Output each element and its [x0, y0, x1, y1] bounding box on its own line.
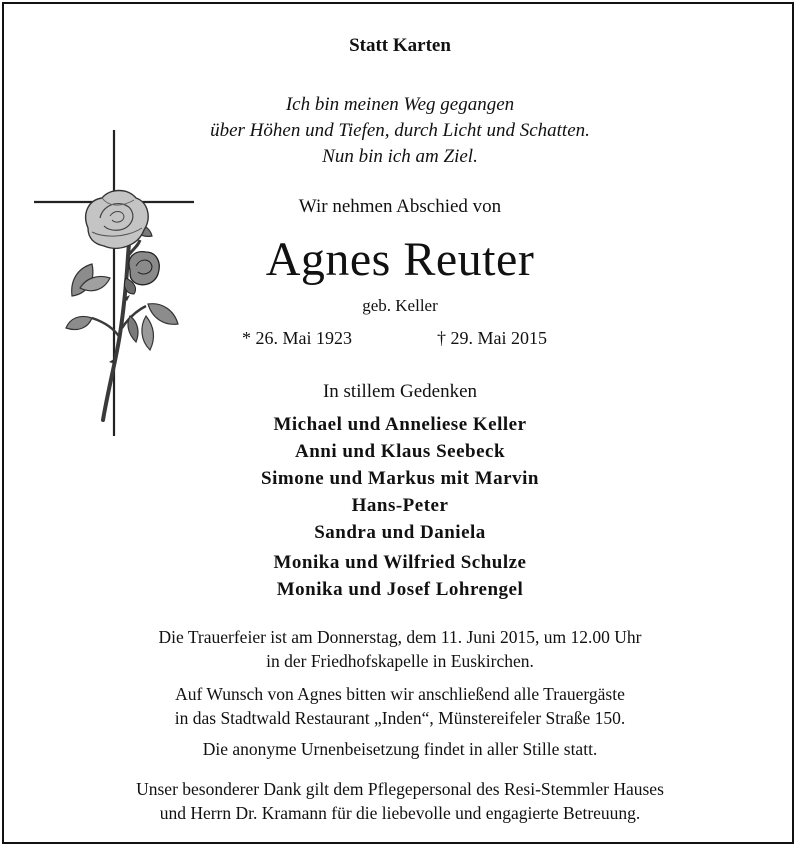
burial-info: Die anonyme Urnenbeisetzung findet in aller Stille statt. [202, 739, 598, 759]
info-line: Die Trauerfeier ist am Donnerstag, dem 11. Juni 2015, um 12.00 Uhr [158, 627, 642, 647]
farewell-intro: Wir nehmen Abschied von [298, 196, 502, 217]
reception-info [0, 682, 800, 730]
mourner-name: Anni und Klaus Seebeck [294, 441, 506, 462]
poem-line: Nun bin ich am Ziel. [322, 146, 478, 167]
ceremony-info [0, 625, 800, 673]
mourner-name: Monika und Josef Lohrengel [276, 579, 524, 600]
notice-heading: Statt Karten [349, 35, 451, 56]
mourner-list-secondary [0, 549, 800, 603]
thanks-line: und Herrn Dr. Kramann für die liebevolle und engagierte Betreuung. [159, 803, 641, 823]
mourner-name: Michael und Anneliese Keller [273, 414, 527, 435]
mourner-name: Simone und Markus mit Marvin [261, 468, 539, 489]
thanks-note [0, 777, 800, 825]
birth-date: * 26. Mai 1923 [242, 328, 352, 348]
info-line: in das Stadtwald Restaurant „Inden“, Münstereifeler Straße 150. [174, 708, 626, 728]
deceased-name: Agnes Reuter [265, 233, 535, 286]
mourner-name: Sandra und Daniela [314, 522, 486, 543]
info-line: Auf Wunsch von Agnes bitten wir anschließend alle Trauergäste [175, 684, 625, 704]
thanks-line: Unser besonderer Dank gilt dem Pflegepersonal des Resi-Stemmler Hauses [136, 779, 664, 799]
info-line: in der Friedhofskapelle in Euskirchen. [266, 651, 534, 671]
mourner-name: Hans-Peter [351, 495, 449, 516]
memorial-line: In stillem Gedenken [322, 381, 478, 402]
rose-icon [66, 191, 178, 421]
poem-line: über Höhen und Tiefen, durch Licht und Schatten. [210, 120, 590, 141]
cross-with-rose-icon [30, 128, 200, 440]
mourner-name: Monika und Wilfried Schulze [273, 552, 527, 573]
cross-icon [34, 130, 194, 436]
death-date: † 29. Mai 2015 [437, 328, 547, 348]
poem-line: Ich bin meinen Weg gegangen [285, 94, 515, 115]
maiden-name: geb. Keller [362, 296, 438, 315]
